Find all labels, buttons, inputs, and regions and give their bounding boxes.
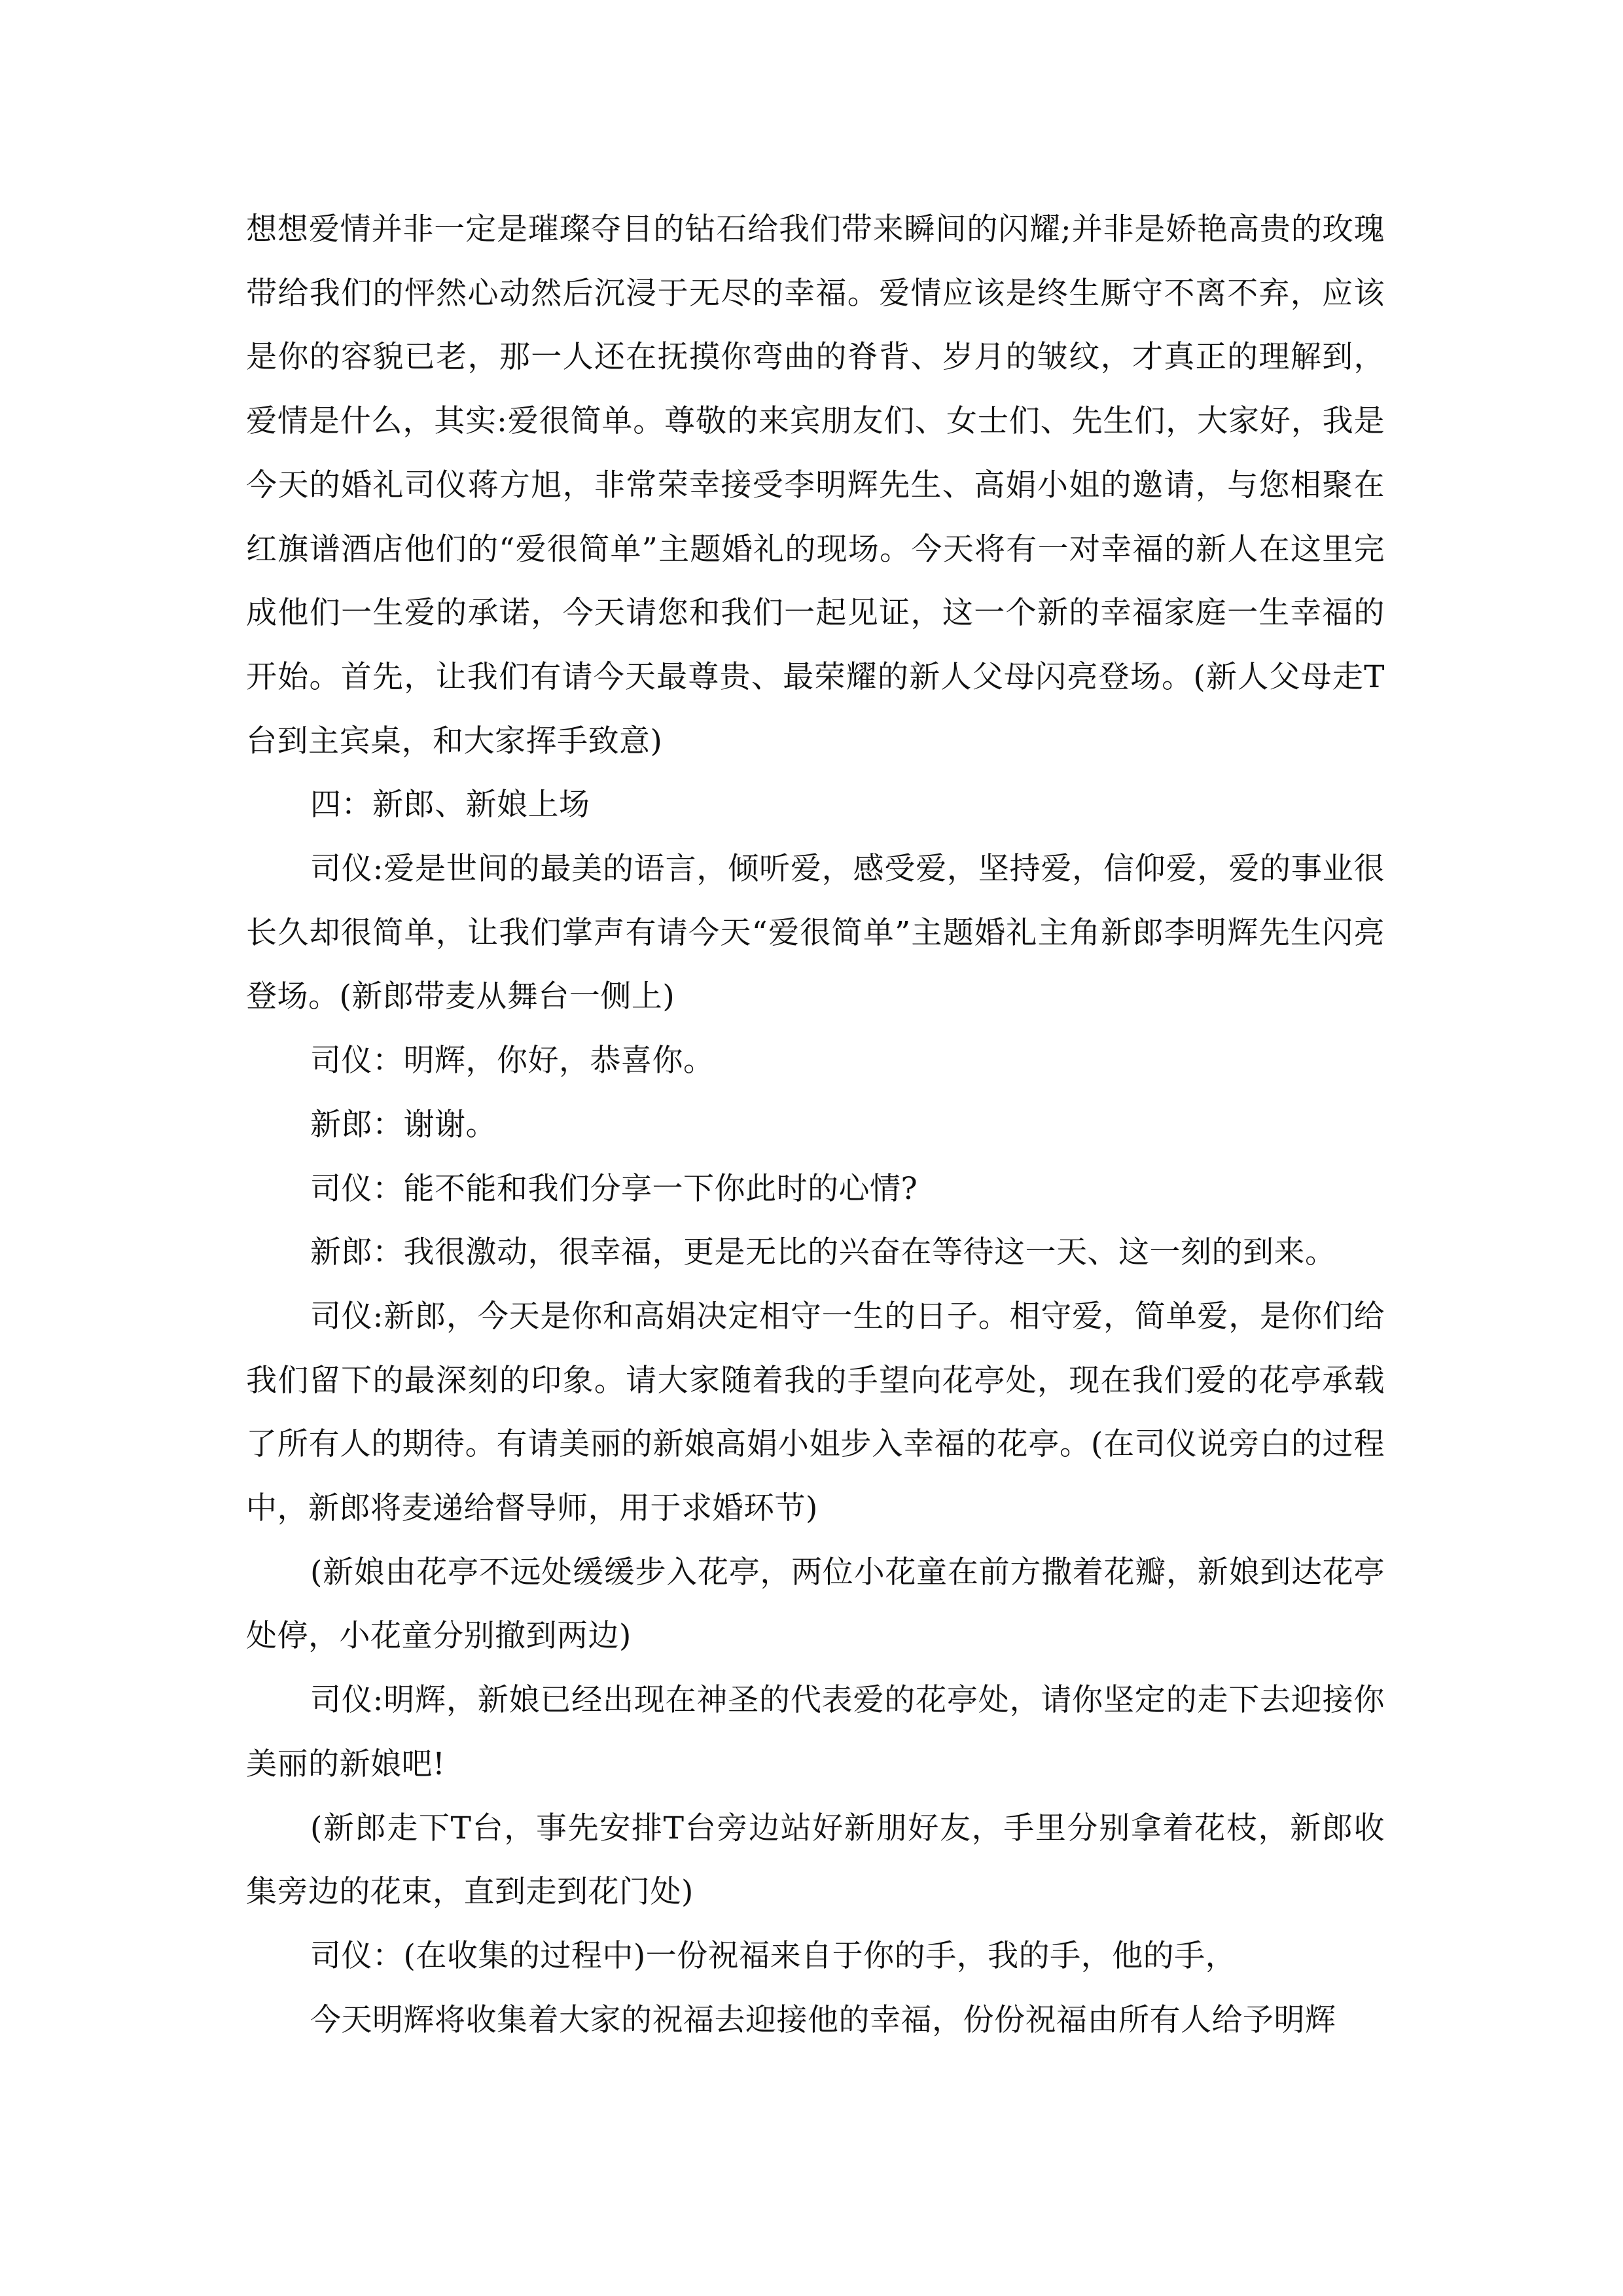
dialogue-line: 司仪：能不能和我们分享一下你此时的心情? xyxy=(310,1170,918,1207)
paragraph-continued: 今天明辉将收集着大家的祝福去迎接他的幸福，份份祝福由所有人给予明辉 xyxy=(310,2001,1336,2038)
stage-direction: (新郎走下T台，事先安排T台旁边站好新朋好友，手里分别拿着花枝，新郎收集旁边的花束，直到走到花门处) xyxy=(246,1810,1385,1910)
dialogue-line: 司仪：(在收集的过程中)一份祝福来自于你的手，我的手，他的手， xyxy=(310,1937,1237,1974)
section-heading-groom-bride-entrance: 四：新郎、新娘上场 xyxy=(310,787,590,823)
dialogue-line: 新郎：谢谢。 xyxy=(310,1106,497,1143)
dialogue-line: 新郎：我很激动，很幸福，更是无比的兴奋在等待这一天、这一刻的到来。 xyxy=(310,1234,1336,1271)
dialogue-line: 司仪：明辉，你好，恭喜你。 xyxy=(310,1043,715,1079)
stage-direction: (新娘由花亭不远处缓缓步入花亭，两位小花童在前方撒着花瓣，新娘到达花亭处停，小花童分别撤到两边) xyxy=(246,1554,1385,1655)
paragraph-host-bride-entrance: 司仪:新郎，今天是你和高娟决定相守一生的日子。相守爱，简单爱，是你们给我们留下的最深刻的印象。请大家随着我的手望向花亭处，现在我们爱的花亭承载了所有人的期待。有请美丽的新娘高娟小姐步入幸福的花亭。(在司仪说旁白的过程中，新郎将麦递给督导师，用于求婚环节) xyxy=(246,1298,1385,1527)
paragraph-host-groom-entrance: 司仪:爱是世间的最美的语言，倾听爱，感受爱，坚持爱，信仰爱，爱的事业很长久却很简单，让我们掌声有请今天“爱很简单”主题婚礼主角新郎李明辉先生闪亮登场。(新郎带麦从舞台一侧上) xyxy=(246,851,1385,1015)
paragraph-intro: 想想爱情并非一定是璀璨夺目的钻石给我们带来瞬间的闪耀;并非是娇艳高贵的玫瑰带给我们的怦然心动然后沉浸于无尽的幸福。爱情应该是终生厮守不离不弃，应该是你的容貌已老，那一人还在抚摸你弯曲的脊背、岁月的皱纹，才真正的理解到，爱情是什么，其实:爱很简单。尊敬的来宾朋友们、女士们、先生们，大家好，我是今天的婚礼司仪蒋方旭，非常荣幸接受李明辉先生、高娟小姐的邀请，与您相聚在红旗谱酒店他们的“爱很简单”主题婚礼的现场。今天将有一对幸福的新人在这里完成他们一生爱的承诺，今天请您和我们一起见证，这一个新的幸福家庭一生幸福的开始。首先，让我们有请今天最尊贵、最荣耀的新人父母闪亮登场。(新人父母走T台到主宾桌，和大家挥手致意) xyxy=(246,211,1385,759)
document-body xyxy=(246,198,1385,2052)
dialogue-line: 司仪:明辉，新娘已经出现在神圣的代表爱的花亭处，请你坚定的走下去迎接你美丽的新娘吧! xyxy=(246,1682,1385,1782)
